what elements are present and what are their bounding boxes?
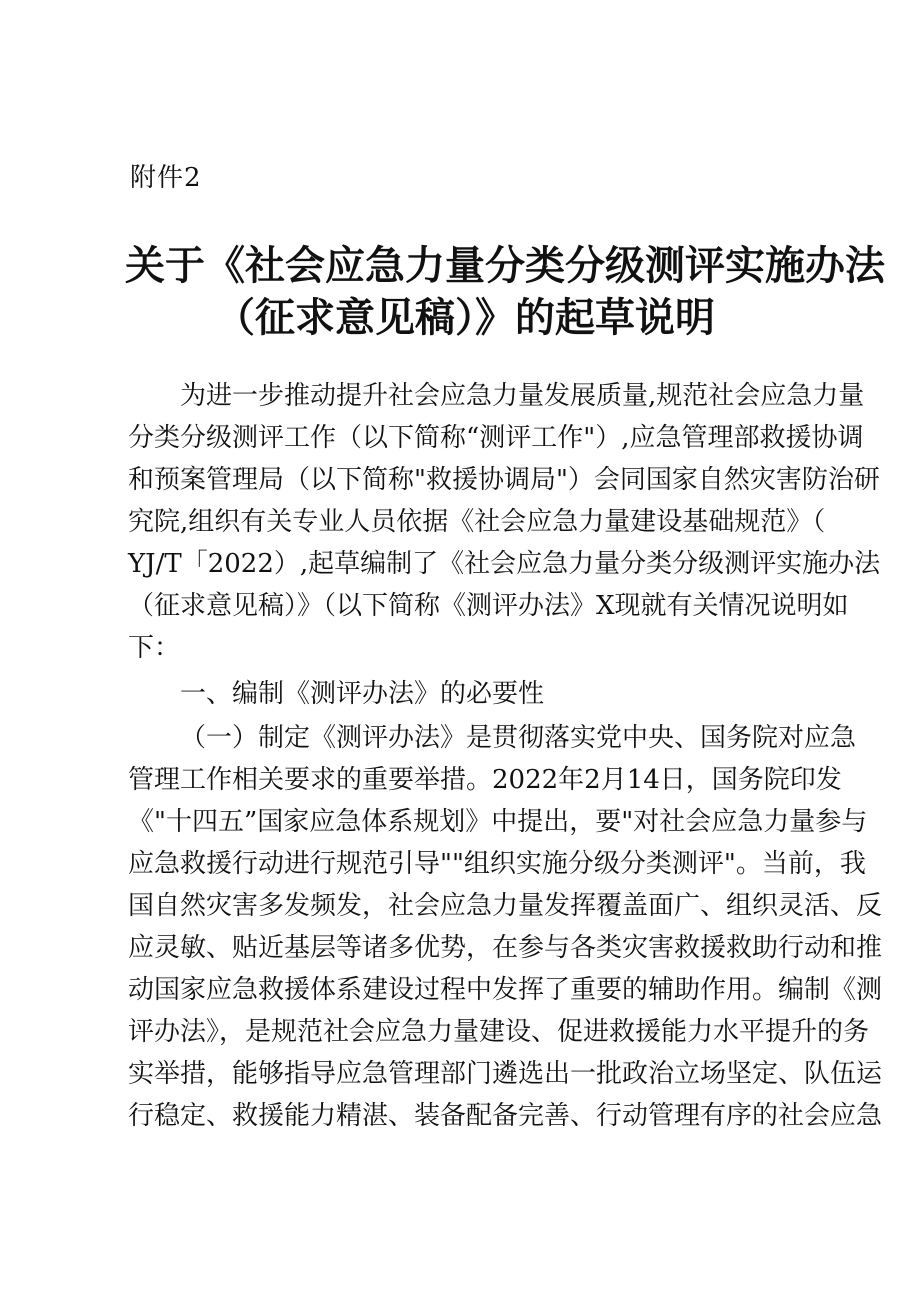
paragraph-line: （征求意见稿）》（以下简称《测评办法》X现就有关情况说明如 <box>128 591 849 621</box>
paragraph-line: （一）制定《测评办法》是贯彻落实党中央、国务院对应急 <box>180 723 857 753</box>
section-heading: 一、编制《测评办法》的必要性 <box>180 679 545 709</box>
paragraph-line: 评办法》，是规范社会应急力量建设、促进救援能力水平提升的务 <box>128 1017 870 1047</box>
paragraph-line: YJ/T「2022）,起草编制了《社会应急力量分类分级测评实施办法 <box>128 549 881 579</box>
paragraph-line: 为进一步推动提升社会应急力量发展质量,规范社会应急力量 <box>180 381 865 411</box>
paragraph-line: 《"十四五”国家应急体系规划》中提出，要"对社会应急力量参与 <box>128 807 868 837</box>
paragraph-line: 和预案管理局（以下简称"救援协调局"）会同国家自然灾害防治研 <box>128 465 880 495</box>
attachment-label: 附件2 <box>130 163 202 193</box>
paragraph-line: 应急救援行动进行规范引导""组织实施分级分类测评"。当前，我 <box>128 849 866 879</box>
paragraph-line: 行稳定、救援能力精湛、装备配备完善、行动管理有序的社会应急 <box>128 1101 883 1131</box>
paragraph-line: 应灵敏、贴近基层等诸多优势，在参与各类灾害救援救助行动和推 <box>128 933 883 963</box>
paragraph-line: 国自然灾害多发频发，社会应急力量发挥覆盖面广、组织灵活、反 <box>128 891 883 921</box>
paragraph-line: 管理工作相关要求的重要举措。2022年2月14日，国务院印发 <box>128 765 842 795</box>
paragraph-line: 动国家应急救援体系建设过程中发挥了重要的辅助作用。编制《测 <box>128 975 883 1005</box>
document-title-line-1: 关于《社会应急力量分类分级测评实施办法 <box>125 243 885 289</box>
paragraph-line: 下： <box>128 633 181 663</box>
paragraph-line: 实举措，能够指导应急管理部门遴选出一批政治立场坚定、队伍运 <box>128 1059 883 1089</box>
paragraph-line: 分类分级测评工作（以下简称“测评工作"）,应急管理部救援协调 <box>128 423 864 453</box>
paragraph-line: 究院,组织有关专业人员依据《社会应急力量建设基础规范》（ <box>128 507 826 537</box>
document-title-line-2: （征求意见稿）》的起草说明 <box>215 295 715 341</box>
